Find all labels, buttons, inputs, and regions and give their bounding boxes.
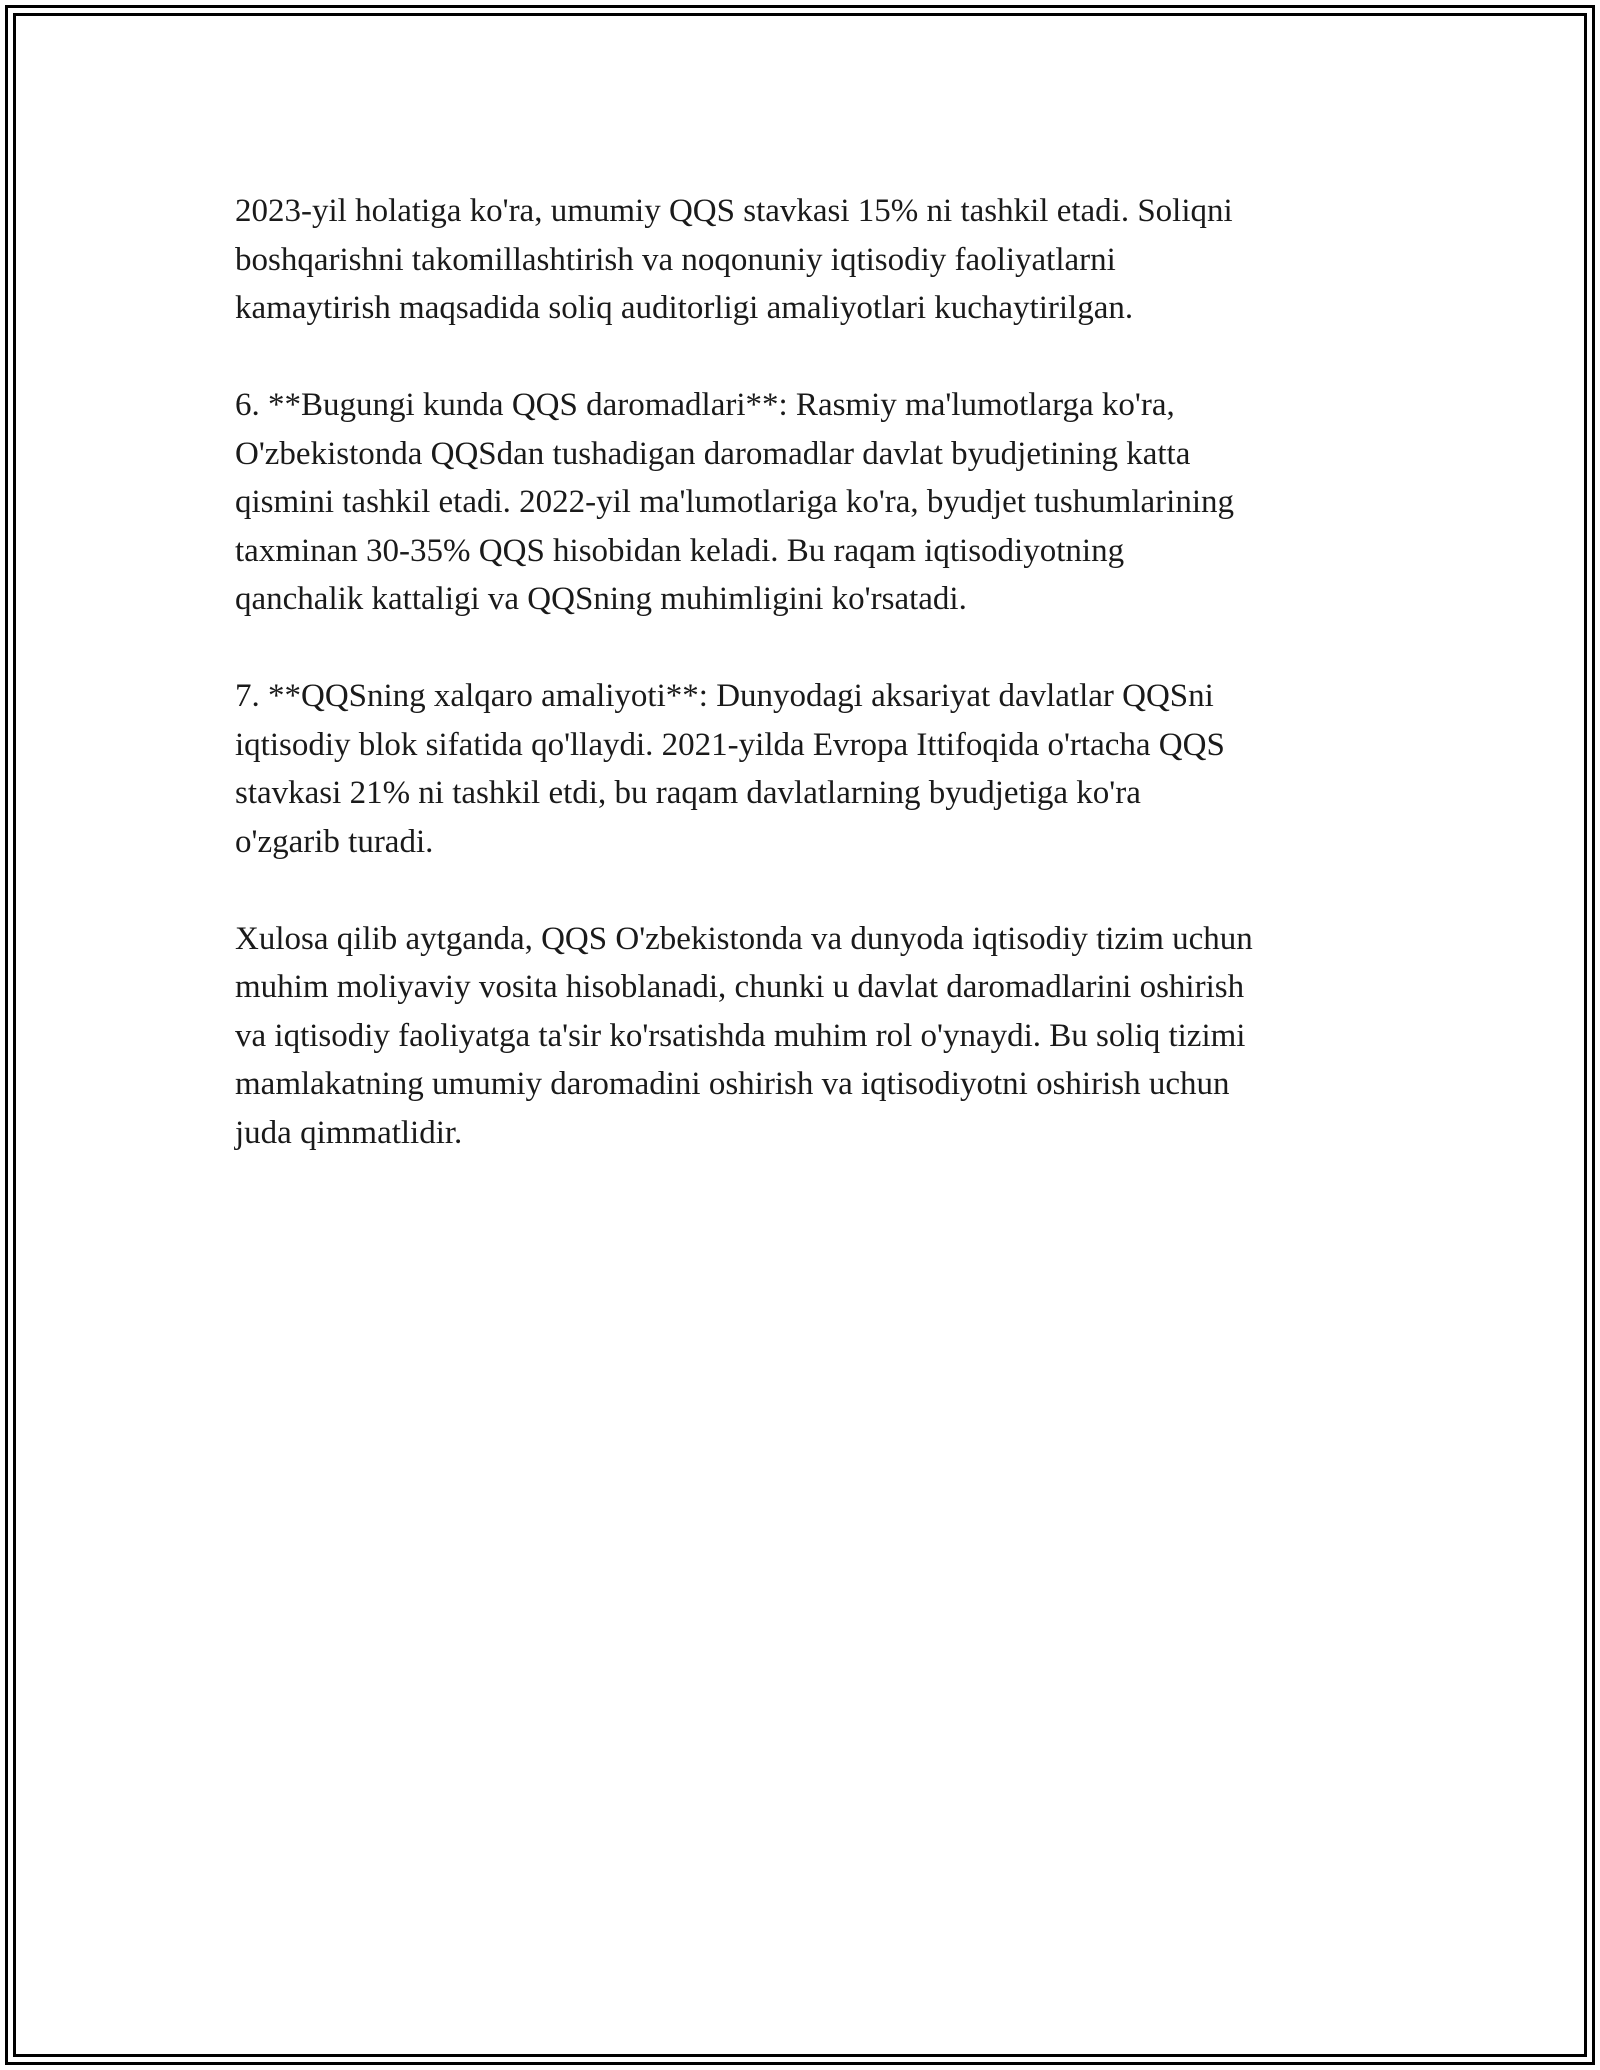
- paragraph-vat-revenue: 6. **Bugungi kunda QQS daromadlari**: Rasmiy ma'lumotlarga ko'ra, O'zbekistonda QQSdan tushadigan daromadlar davlat byudjetining katta qismini tashkil etadi. 2022-yil ma'lumotlariga ko'ra, byudjet tushumlarining taxminan 30-35% QQS hisobidan keladi. Bu raqam iqtisodiyotning qanchalik kattaligi va QQSning muhimligini ko'rsatadi.: [235, 387, 1234, 617]
- paragraph-vat-international: 7. **QQSning xalqaro amaliyoti**: Dunyodagi aksariyat davlatlar QQSni iqtisodiy blok sifatida qo'llaydi. 2021-yilda Evropa Ittifoqida o'rtacha QQS stavkasi 21% ni tashkil etdi, bu raqam davlatlarning byudjetiga ko'ra o'zgarib turadi.: [235, 678, 1225, 860]
- paragraph-conclusion: Xulosa qilib aytganda, QQS O'zbekistonda va dunyoda iqtisodiy tizim uchun muhim moliyaviy vosita hisoblanadi, chunki u davlat daromadlarini oshirish va iqtisodiy faoliyatga ta'sir ko'rsatishda muhim rol o'ynaydi. Bu soliq tizimi mamlakatning umumiy daromadini oshirish va iqtisodiyotni oshirish uchun juda qimmatlidir.: [235, 920, 1253, 1151]
- document-body: [235, 187, 1385, 1206]
- paragraph-vat-rate: 2023-yil holatiga ko'ra, umumiy QQS stavkasi 15% ni tashkil etadi. Soliqni boshqarishni takomillashtirish va noqonuniy iqtisodiy faoliyatlarni kamaytirish maqsadida soliq auditorligi amaliyotlari kuchaytirilgan.: [235, 193, 1233, 326]
